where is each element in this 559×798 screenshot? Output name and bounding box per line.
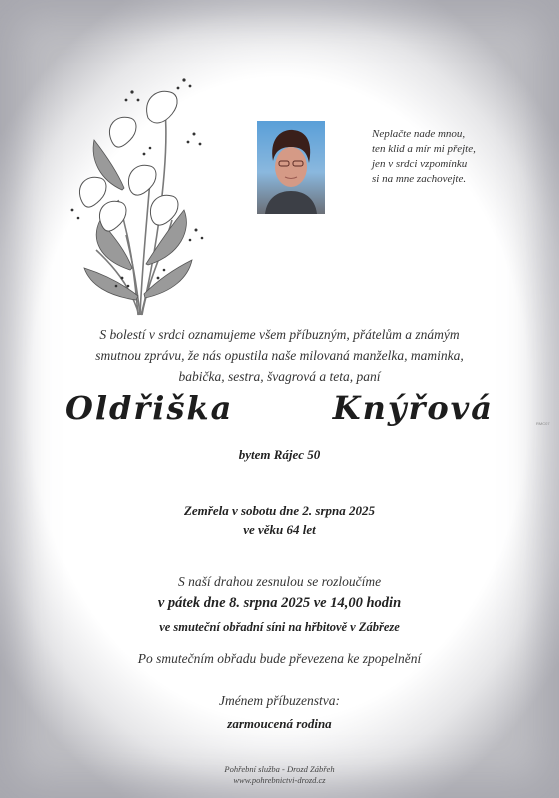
verse-line: jen v srdci vzpomínku xyxy=(372,158,468,170)
verse-line: Neplačte nade mnou, xyxy=(372,128,466,140)
announcement-intro xyxy=(0,324,559,387)
funeral-date-time: v pátek dne 8. srpna 2025 ve 14,00 hodin xyxy=(157,595,402,611)
intro-line: smutnou zprávu, že nás opustila naše milovaná manželka, maminka, xyxy=(95,348,464,363)
deceased-name: Oldřiška Knýřová xyxy=(65,389,494,427)
memorial-verse xyxy=(372,127,532,187)
death-info xyxy=(0,501,559,539)
footer-website: www.pohrebnictvi-drozd.cz xyxy=(233,775,326,785)
death-date-line: Zemřela v sobotu dne 2. srpna 2025 xyxy=(183,503,376,518)
cremation-note: Po smutečním obřadu bude převezena ke zpopelnění xyxy=(137,651,422,666)
calla-lily-bouquet-illustration xyxy=(60,70,210,320)
verse-line: ten klid a mír mi přejte, xyxy=(372,143,476,155)
intro-line: S bolestí v srdci oznamujeme všem příbuzným, přátelům a známým xyxy=(99,327,460,342)
footer-company: Pohřební služba - Drozd Zábřeh xyxy=(224,764,335,774)
corner-code: RMC07 xyxy=(536,421,550,426)
verse-line: si na mne zachovejte. xyxy=(372,173,467,185)
farewell-intro: S naší drahou zesnulou se rozloučíme xyxy=(177,574,382,589)
funeral-location: ve smuteční obřadní síni na hřbitově v Zábřeze xyxy=(159,620,400,634)
residence-line: bytem Rájec 50 xyxy=(238,447,321,462)
funeral-service-footer xyxy=(0,764,559,786)
deceased-portrait-photo xyxy=(257,121,325,214)
age-line: ve věku 64 let xyxy=(243,522,316,537)
signature-family: zarmoucená rodina xyxy=(227,716,332,731)
intro-line: babička, sestra, švagrová a teta, paní xyxy=(178,369,381,384)
signature-label: Jménem příbuzenstva: xyxy=(218,693,341,708)
